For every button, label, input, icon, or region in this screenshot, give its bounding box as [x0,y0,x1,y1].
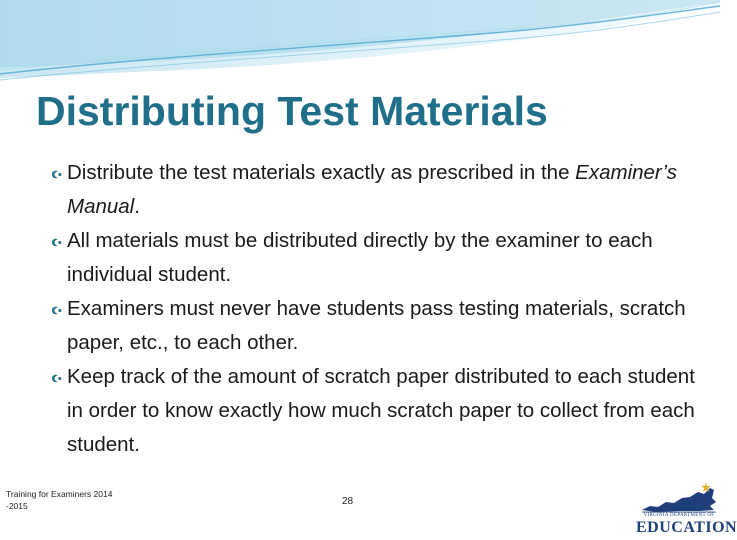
footer-training-label [6,488,146,512]
bullet-text: All materials must be distributed directly by the examiner to each individual student. [67,229,653,286]
bullet-list [50,156,700,462]
bullet-text [67,156,700,224]
fancy-bullet-icon [50,304,63,317]
bullet-item [50,156,700,224]
fancy-bullet-icon [50,236,63,249]
footer-line-2: -2015 [6,501,28,511]
footer-line-1: Training for Examiners 2014 [6,489,113,499]
bullet-item [50,292,700,360]
bullet-text-main: Distribute the test materials exactly as prescribed in the [67,161,576,184]
page-number: 28 [342,496,354,507]
logo-caption-small: VIRGINIA DEPARTMENT OF [643,513,715,518]
bullet-item [50,360,700,462]
bullet-item [50,224,700,292]
manual-title-emphasis: Examiner’s Manual [67,161,677,218]
bullet-text-suffix: . [134,195,140,218]
fancy-bullet-icon [50,372,63,385]
bullet-text: Examiners must never have students pass testing materials, scratch paper, etc., to each other. [67,297,686,354]
logo-caption-big: EDUCATION [636,519,737,536]
bullet-text: Keep track of the amount of scratch paper distributed to each student in order to know exactly how much scratch paper to collect from each student. [67,365,695,456]
header-wave-decoration [0,0,720,90]
slide-title: Distributing Test Materials [36,88,548,134]
fancy-bullet-icon [50,168,63,181]
